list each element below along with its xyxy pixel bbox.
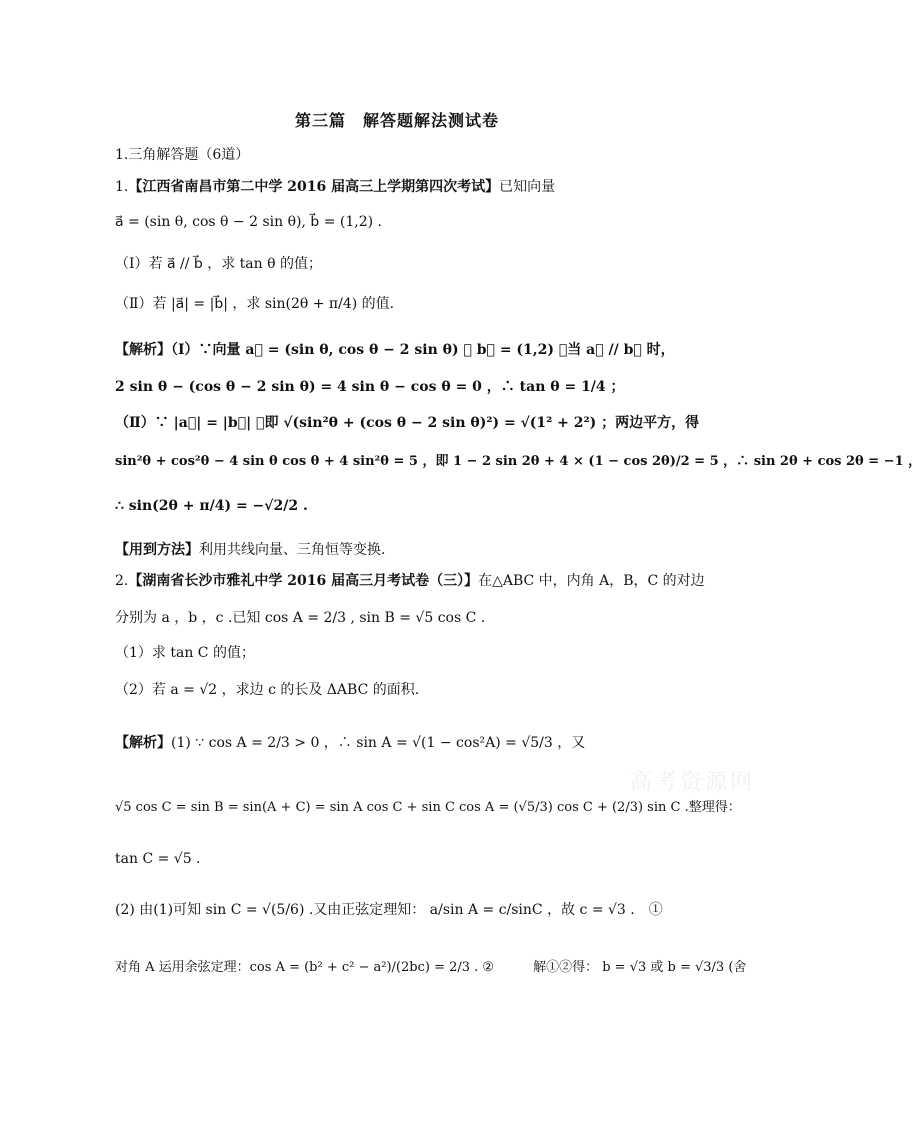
q2-given: 分别为 a ，b ，c .已知 cos A = 2/3 , sin B = √5 cos C . <box>115 610 486 626</box>
q1-solution-line2: 2 sin θ − (cos θ − 2 sin θ) = 4 sin θ − cos θ = 0 ，∴ tan θ = 1/4 ； <box>115 379 625 395</box>
q1-method-label: 【用到方法】 <box>115 542 199 558</box>
q1-solution-line5: ∴ sin(2θ + π/4) = −√2/2 . <box>115 498 308 514</box>
q2-solution-line3: tan C = √5 . <box>115 851 201 867</box>
q1-part1: （Ⅰ）若 a⃗ // b⃗ ，求 tan θ 的值； <box>115 256 322 272</box>
q1-number: 1. <box>115 179 129 195</box>
q1-solution-line3: （Ⅱ）∵ |a⃗| = |b⃗| ，即 √(sin²θ + (cos θ − 2 sin θ)²) = √(1² + 2²) ；两边平方，得 <box>115 415 700 431</box>
page-title: 第三篇 解答题解法测试卷 <box>294 111 499 130</box>
q2-part2: （2）若 a = √2 ，求边 c 的长及 ΔABC 的面积. <box>115 682 420 698</box>
q2-solution-line1 <box>115 733 585 753</box>
q1-solution-label: 【解析】 <box>115 342 171 358</box>
q1-method-text: 利用共线向量、三角恒等变换. <box>199 542 386 558</box>
q1-solution-line4: sin²θ + cos²θ − 4 sin θ cos θ + 4 sin²θ = 5 ，即 1 − 2 sin 2θ + 4 × (1 − cos 2θ)/2 = 5 ，∴ sin 2θ + cos 2θ = −1 ， <box>115 454 921 469</box>
q2-source: 【湖南省长沙市雅礼中学 2016 届高三月考试卷（三）】 <box>128 573 479 589</box>
q1-source: 【江西省南昌市第二中学 2016 届高三上学期第四次考试】 <box>128 179 500 195</box>
q2-number: 2. <box>115 573 129 589</box>
q2-heading <box>115 571 705 591</box>
q1-solution-line1 <box>115 340 675 360</box>
q1-solution-text1: （Ⅰ）∵向量 a⃗ = (sin θ, cos θ − 2 sin θ) ， b⃗ = (1,2) ，当 a⃗ // b⃗ 时， <box>171 342 675 358</box>
q1-method <box>115 540 385 560</box>
q2-solution-line2: √5 cos C = sin B = sin(A + C) = sin A cos C + sin C cos A = (√5/3) cos C + (2/3) sin C .整理得： <box>115 800 741 815</box>
q1-part2: （Ⅱ）若 |a⃗| = |b⃗| ，求 sin(2θ + π/4) 的值. <box>115 296 395 312</box>
q1-intro: 已知向量 <box>499 179 556 195</box>
q2-solution-line5: 对角 A 运用余弦定理：cos A = (b² + c² − a²)/(2bc) = 2/3 . ② 解①②得： b = √3 或 b = √3/3 (舍 <box>115 960 747 975</box>
q1-heading <box>115 177 555 197</box>
q2-solution-label: 【解析】 <box>115 735 171 751</box>
q2-part1: （1）求 tan C 的值； <box>115 645 255 661</box>
watermark: 高考资源网 <box>630 770 756 795</box>
q2-intro: 在△ABC 中，内角 A，B，C 的对边 <box>478 573 705 589</box>
q2-solution-line4: (2) 由(1)可知 sin C = √(5/6) .又由正弦定理知： a/sin A = c/sinC ，故 c = √3 . ① <box>115 902 663 918</box>
q1-vectors: a⃗ = (sin θ, cos θ − 2 sin θ), b⃗ = (1,2) . <box>115 214 382 230</box>
section-heading: 1.三角解答题（6道） <box>115 147 250 163</box>
q2-solution-text1: (1) ∵ cos A = 2/3 > 0 ，∴ sin A = √(1 − cos²A) = √5/3 ，又 <box>171 735 586 751</box>
